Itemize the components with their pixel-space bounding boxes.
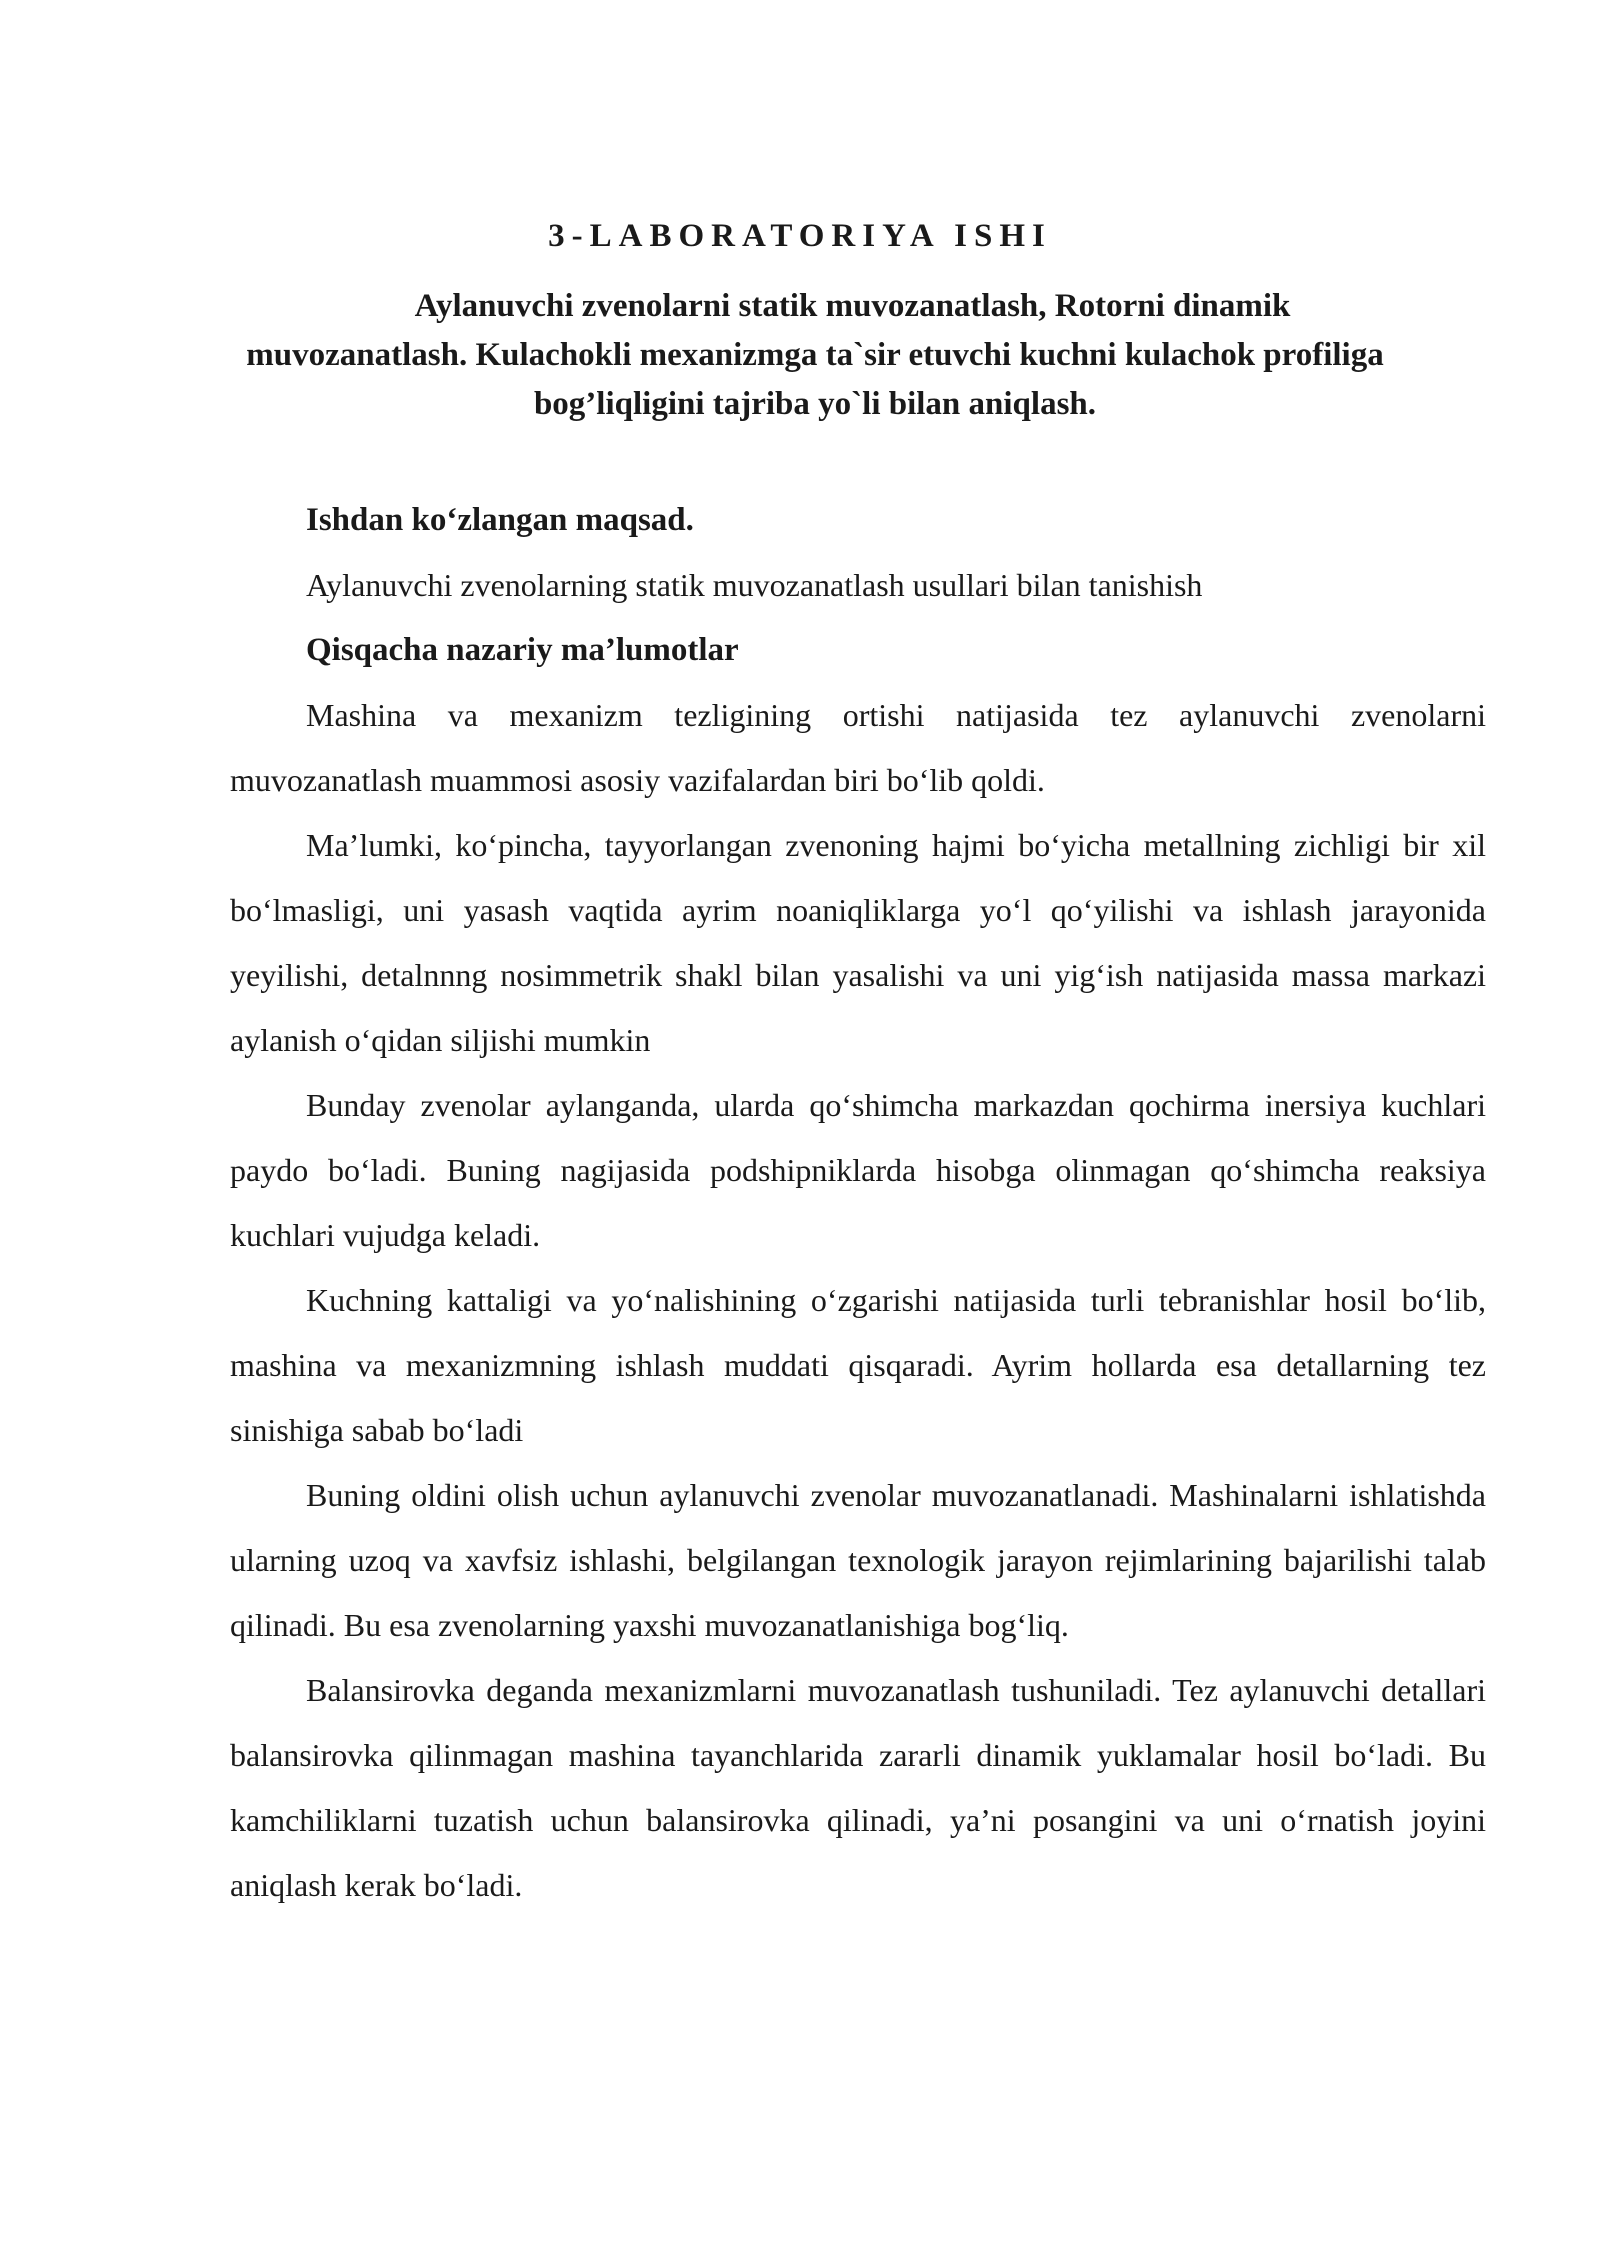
body-paragraph-4: Kuchning kattaligi va yo‘nalishining o‘zgarishi natijasida turli tebranishlar hosil bo‘lib, mashina va mexanizmning ishlash muddati qisqaradi. Ayrim hollarda esa detallarning tez sinishiga sabab bo‘ladi [230, 1282, 1486, 1448]
body-paragraph-5: Buning oldini olish uchun aylanuvchi zvenolar muvozanatlanadi. Mashinalarni ishlatishda ularning uzoq va xavfsiz ishlashi, belgilangan texnologik jarayon rejimlarining bajarilishi talab qilinadi. Bu esa zvenolarning yaxshi muvozanatlanishiga bog‘liq. [230, 1477, 1486, 1643]
document-subtitle [230, 282, 1400, 429]
body-paragraph-1: Mashina va mexanizm tezligining ortishi natijasida tez aylanuvchi zvenolarni muvozanatlash muammosi asosiy vazifalardan biri bo‘lib qoldi. [230, 697, 1486, 798]
body-paragraph-3: Bunday zvenolar aylanganda, ularda qo‘shimcha markazdan qochirma inersiya kuchlari paydo bo‘ladi. Buning nagijasida podshipniklarda hisobga olinmagan qo‘shimcha reaksiya kuchlari vujudga keladi. [230, 1087, 1486, 1253]
goal-heading: Ishdan ko‘zlangan maqsad. [306, 502, 694, 538]
document-subtitle-text: Aylanuvchi zvenolarni statik muvozanatlash, Rotorni dinamik muvozanatlash. Kulachokli mexanizmga ta`sir etuvchi kuchni kulachok profiliga bog’liqligini tajriba yo`li bilan aniqlash. [246, 288, 1384, 422]
document-body [230, 488, 1486, 1918]
document-title: 3-LABORATORIYA ISHI [548, 218, 1052, 254]
body-paragraph-6: Balansirovka deganda mexanizmlarni muvozanatlash tushuniladi. Tez aylanuvchi detallari balansirovka qilinmagan mashina tayanchlarida zararli dinamik yuklamalar hosil bo‘ladi. Bu kamchiliklarni tuzatish uchun balansirovka qilinadi, ya’ni posangini va uni o‘rnatish joyini aniqlash kerak bo‘ladi. [230, 1672, 1486, 1903]
body-paragraph-2: Ma’lumki, ko‘pincha, tayyorlangan zvenoning hajmi bo‘yicha metallning zichligi bir xil bo‘lmasligi, uni yasash vaqtida ayrim noaniqliklarga yo‘l qo‘yilishi va ishlash jarayonida yeyilishi, detalnnng nosimmetrik shakl bilan yasalishi va uni yig‘ish natijasida massa markazi aylanish o‘qidan siljishi mumkin [230, 827, 1486, 1058]
goal-text: Aylanuvchi zvenolarning statik muvozanatlash usullari bilan tanishish [306, 567, 1203, 603]
theory-heading: Qisqacha nazariy ma’lumotlar [306, 632, 739, 668]
